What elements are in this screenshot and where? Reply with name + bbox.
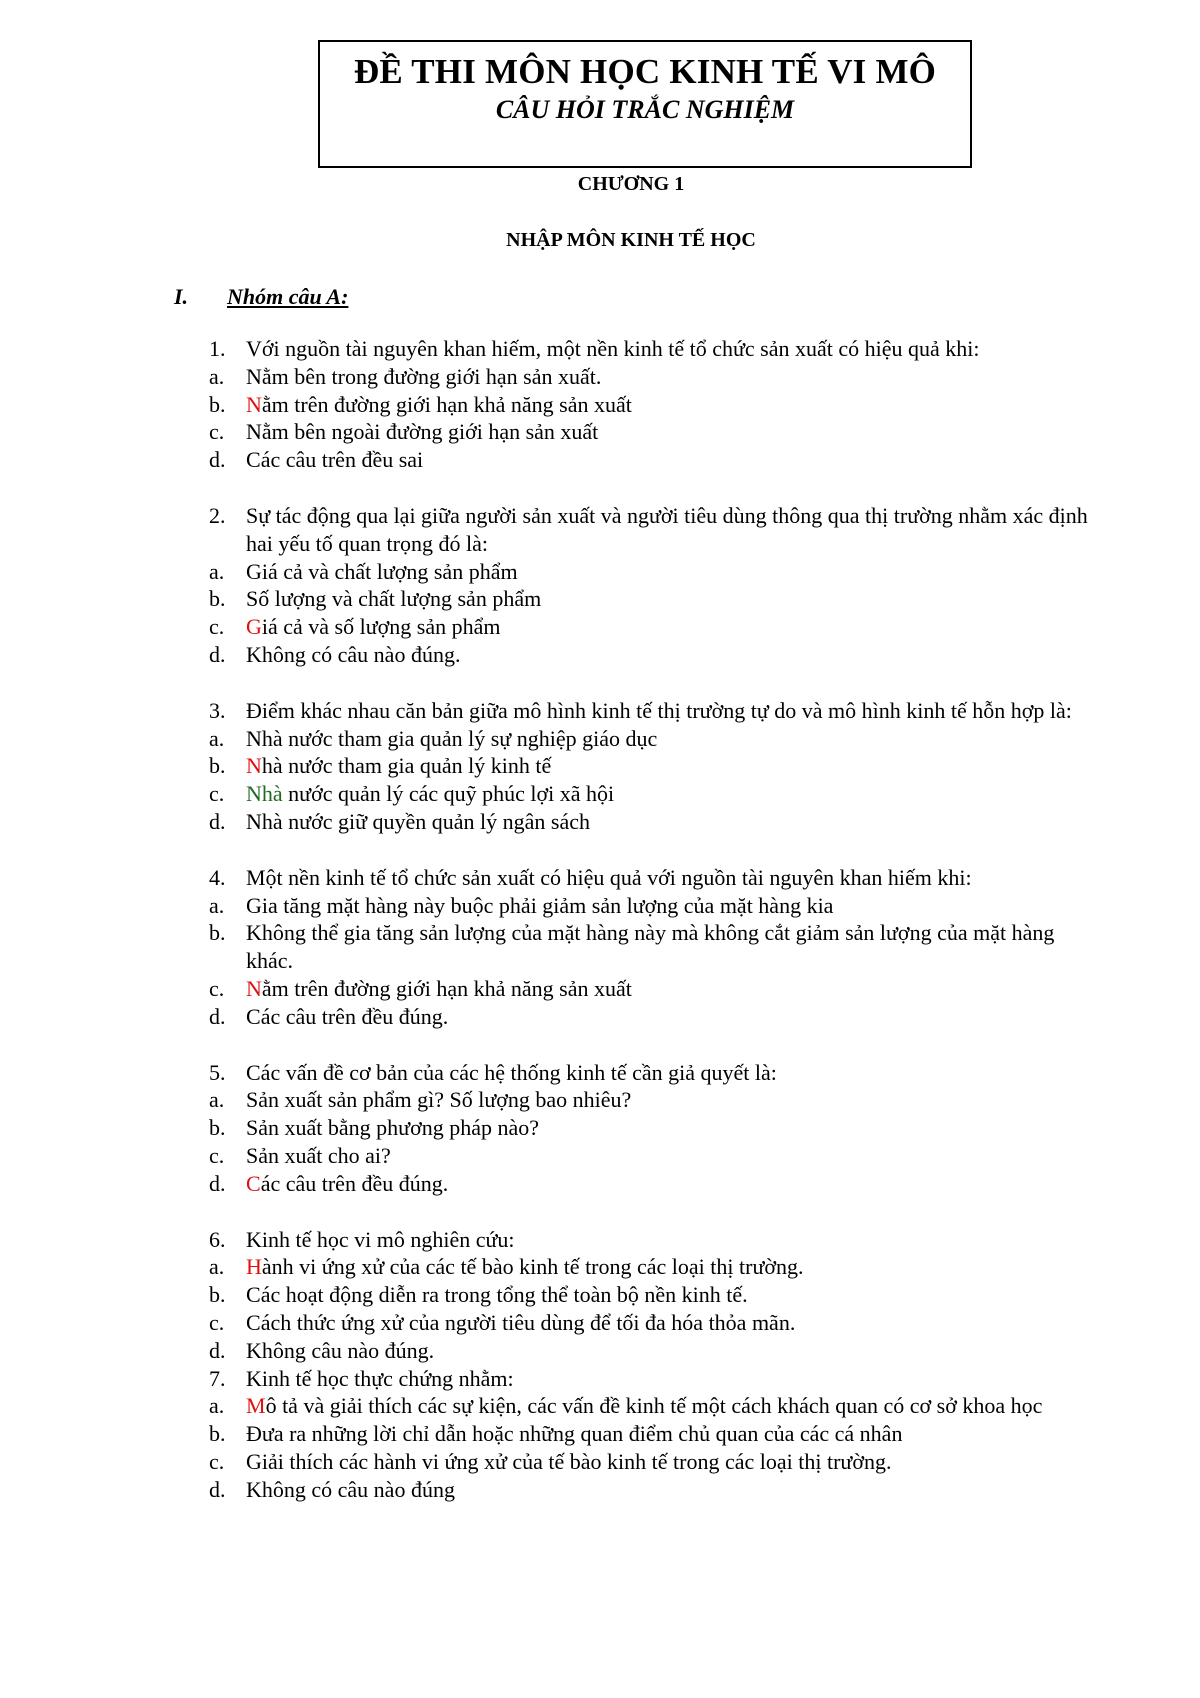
option-letter: b. [209,586,226,612]
option-d [0,446,1200,474]
option-text: Giải thích các hành vi ứng xử của tế bào kinh tế trong các loại thị trường. [246,1448,892,1474]
option-a [0,725,1200,753]
option-text: Nhà nước quản lý các quỹ phúc lợi xã hội [246,781,615,807]
question-2 [0,502,1200,669]
question-stem [0,1226,1200,1254]
option-text: Không câu nào đúng. [246,1337,435,1363]
option-text: Số lượng và chất lượng sản phẩm [246,586,542,612]
option-d [0,1003,1200,1031]
option-text: Nằm bên trong đường giới hạn sản xuất. [246,363,602,389]
question-text: Kinh tế học vi mô nghiên cứu: [246,1226,515,1252]
option-d [0,808,1200,836]
option-text: Nằm bên ngoài đường giới hạn sản xuất [246,419,599,445]
option-b [0,1114,1200,1142]
question-text: Điểm khác nhau căn bản giữa mô hình kinh tế thị trường tự do và mô hình kinh tế hỗn hợp là: [246,697,1072,723]
answer-mark: N [246,753,262,779]
question-stem [0,502,1200,558]
option-text: Gia tăng mặt hàng này buộc phải giảm sản lượng của mặt hàng kia [246,892,834,918]
option-text: Giá cả và số lượng sản phẩm [246,614,501,640]
option-c [0,780,1200,808]
option-text: Không có câu nào đúng [246,1476,455,1502]
option-letter: d. [209,1476,226,1502]
option-text: Các câu trên đều đúng. [246,1003,449,1029]
option-c [0,1448,1200,1476]
answer-mark: G [246,614,262,640]
option-letter: d. [209,808,226,834]
option-text: Các hoạt động diễn ra trong tổng thể toàn bộ nền kinh tế. [246,1282,748,1308]
option-text: Các câu trên đều đúng. [246,1170,449,1196]
option-letter: d. [209,447,226,473]
option-text: Không thể gia tăng sản lượng của mặt hàng này mà không cắt giảm sản lượng của mặt hàng khác. [246,920,1055,974]
option-letter: c. [209,975,225,1001]
option-b [0,585,1200,613]
option-letter: a. [209,363,225,389]
option-letter: c. [209,1142,225,1168]
option-text: Đưa ra những lời chỉ dẫn hoặc những quan điểm chủ quan của các cá nhân [246,1421,903,1447]
option-d [0,1337,1200,1365]
question-stem [0,1365,1200,1393]
option-letter: d. [209,1170,226,1196]
answer-mark: C [246,1170,261,1196]
option-letter: a. [209,725,225,751]
question-number: 4. [209,864,226,890]
option-b [0,752,1200,780]
option-letter: c. [209,1448,225,1474]
option-b [0,1281,1200,1309]
option-b [0,1420,1200,1448]
option-a [0,558,1200,586]
option-letter: b. [209,1421,226,1447]
question-text: Sự tác động qua lại giữa người sản xuất và người tiêu dùng thông qua thị trường nhằm xác định hai yếu tố quan trọng đó là: [246,502,1088,556]
question-text: Các vấn đề cơ bản của các hệ thống kinh tế cần giả quyết là: [246,1059,777,1085]
option-letter: b. [209,920,226,946]
question-stem [0,697,1200,725]
question-number: 2. [209,502,226,528]
chapter-heading: CHƯƠNG 1 [577,173,685,195]
answer-mark: H [246,1254,262,1280]
option-letter: d. [209,641,226,667]
option-c [0,613,1200,641]
answer-mark: N [246,975,262,1001]
option-text: Nhà nước tham gia quản lý sự nghiệp giáo dục [246,725,658,751]
option-b [0,391,1200,419]
option-letter: a. [209,1393,225,1419]
option-text: Nhà nước giữ quyền quản lý ngân sách [246,808,591,834]
question-number: 3. [209,697,226,723]
option-letter: a. [209,892,225,918]
option-a [0,1253,1200,1281]
option-letter: a. [209,558,225,584]
section-label: Nhóm câu A: [227,284,349,309]
option-letter: d. [209,1003,226,1029]
exam-title: ĐỀ THI MÔN HỌC KINH TẾ VI MÔ [353,52,937,91]
question-number: 7. [209,1365,226,1391]
section-number: I. [174,284,189,309]
option-d [0,1476,1200,1504]
option-text: Sản xuất bằng phương pháp nào? [246,1115,540,1141]
option-d [0,1170,1200,1198]
option-text: Mô tả và giải thích các sự kiện, các vấn đề kinh tế một cách khách quan có cơ sở khoa học [246,1393,1043,1419]
option-letter: b. [209,753,226,779]
title-box [318,40,972,168]
option-letter: c. [209,1309,225,1335]
answer-mark: N [246,391,262,417]
question-4 [0,864,1200,1031]
question-5 [0,1059,1200,1198]
option-a [0,1392,1200,1420]
option-text: Nhà nước tham gia quản lý kinh tế [246,753,552,779]
option-text: Các câu trên đều sai [246,447,424,473]
question-number: 1. [209,336,226,361]
exam-subtitle: CÂU HỎI TRẮC NGHIỆM [495,95,795,124]
question-1 [0,335,1200,474]
option-c [0,975,1200,1003]
option-text: Hành vi ứng xử của các tế bào kinh tế trong các loại thị trường. [246,1254,804,1280]
question-3 [0,697,1200,836]
option-text: Cách thức ứng xử của người tiêu dùng để tối đa hóa thỏa mãn. [246,1309,796,1335]
question-text: Với nguồn tài nguyên khan hiếm, một nền kinh tế tổ chức sản xuất có hiệu quả khi: [246,336,980,361]
option-letter: c. [209,614,225,640]
chapter-title: NHẬP MÔN KINH TẾ HỌC [506,229,756,251]
option-text: Nằm trên đường giới hạn khả năng sản xuất [246,391,632,417]
option-letter: d. [209,1337,226,1363]
option-a [0,1086,1200,1114]
option-c [0,418,1200,446]
question-list [0,335,1200,1531]
option-text: Không có câu nào đúng. [246,641,461,667]
option-text: Sản xuất cho ai? [246,1142,391,1168]
answer-mark: M [246,1393,266,1419]
question-stem [0,864,1200,892]
option-c [0,1309,1200,1337]
option-letter: a. [209,1087,225,1113]
question-text: Một nền kinh tế tổ chức sản xuất có hiệu quả với nguồn tài nguyên khan hiếm khi: [246,864,972,890]
answer-mark-alt: Nhà [246,781,283,807]
section-heading [174,284,349,310]
option-letter: b. [209,1115,226,1141]
question-text: Kinh tế học thực chứng nhằm: [246,1365,514,1391]
question-number: 5. [209,1059,226,1085]
option-letter: c. [209,419,225,445]
option-letter: b. [209,1282,226,1308]
question-stem [0,335,1200,363]
option-text: Sản xuất sản phẩm gì? Số lượng bao nhiêu? [246,1087,632,1113]
option-letter: c. [209,781,225,807]
option-a [0,892,1200,920]
question-number: 6. [209,1226,226,1252]
option-text: Nằm trên đường giới hạn khả năng sản xuất [246,975,632,1001]
option-a [0,363,1200,391]
option-c [0,1142,1200,1170]
option-letter: b. [209,391,226,417]
option-letter: a. [209,1254,225,1280]
question-stem [0,1059,1200,1087]
option-d [0,641,1200,669]
option-b [0,919,1200,975]
question-6 [0,1226,1200,1365]
question-7 [0,1365,1200,1504]
option-text: Giá cả và chất lượng sản phẩm [246,558,518,584]
